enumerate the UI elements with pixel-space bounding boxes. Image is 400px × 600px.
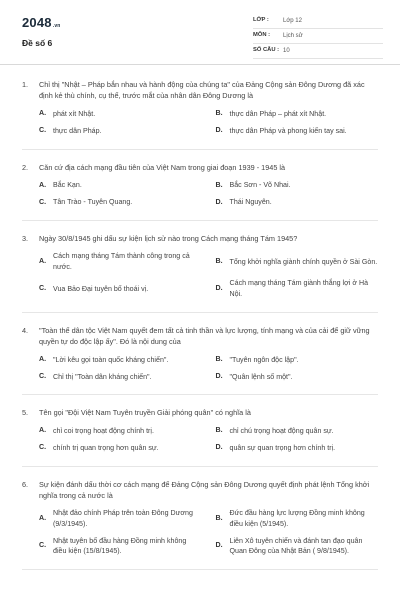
meta-count-label: SỐ CÂU :	[253, 47, 280, 54]
answer-option[interactable]	[39, 251, 202, 272]
answer-letter: A.	[39, 426, 47, 435]
question-body: Tên gọi "Đội Việt Nam Tuyên truyền Giải phóng quân" có nghĩa là	[39, 408, 251, 418]
question-item	[22, 407, 378, 466]
answer-letter: C.	[39, 372, 47, 381]
answer-option[interactable]	[216, 109, 379, 120]
answer-option[interactable]	[216, 126, 379, 137]
question-text	[22, 162, 378, 173]
answer-options	[22, 251, 378, 300]
question-list	[0, 65, 400, 570]
question-body: Chỉ thị "Nhật – Pháp bắn nhau và hành động của chúng ta" của Đảng Cộng sản Đông Dương đã xác định kẻ thù chính, cụ thể, trước mắt của nhân dân Đông Dương là	[39, 80, 365, 101]
question-divider	[22, 394, 378, 395]
answer-letter: C.	[39, 443, 47, 452]
question-item	[22, 479, 378, 570]
answer-option[interactable]	[39, 354, 202, 365]
answer-letter: C.	[39, 541, 47, 550]
question-text	[22, 79, 378, 102]
answer-letter: B.	[215, 257, 223, 266]
answer-letter: A.	[39, 180, 47, 189]
answer-letter: D.	[215, 443, 223, 452]
question-text	[22, 233, 378, 244]
answer-option[interactable]	[39, 126, 202, 137]
answer-option[interactable]	[216, 251, 379, 272]
answer-text: Nhật đảo chính Pháp trên toàn Đông Dương (9/3/1945).	[53, 509, 193, 528]
logo-main: 2048	[22, 15, 52, 30]
answer-text: thực dân Pháp – phát xít Nhật.	[229, 109, 327, 118]
question-body: "Toàn thể dân tộc Việt Nam quyết đem tất cả tinh thần và lực lượng, tính mạng và của cải để giữ vững quyền tự do độc lập ấy". Đó là nội dung của	[39, 325, 370, 347]
question-number: 2.	[22, 162, 29, 172]
exam-header	[0, 0, 400, 64]
answer-option[interactable]	[39, 278, 202, 299]
logo-suffix: .vn	[52, 23, 61, 29]
answer-text: Thái Nguyên.	[229, 198, 272, 207]
answer-text: thực dân Pháp.	[53, 126, 102, 135]
question-number: 3.	[22, 233, 29, 243]
answer-options	[22, 508, 378, 557]
answer-option[interactable]	[216, 536, 379, 557]
answer-options	[22, 180, 378, 208]
answer-option[interactable]	[216, 508, 379, 529]
answer-letter: D.	[215, 372, 223, 381]
question-body: Ngày 30/8/1945 ghi dấu sự kiện lịch sử nào trong Cách mạng tháng Tám 1945?	[39, 233, 298, 243]
answer-letter: D.	[215, 284, 223, 293]
question-divider	[22, 466, 378, 467]
answer-text: phát xít Nhật.	[53, 109, 96, 118]
answer-option[interactable]	[39, 443, 202, 454]
answer-letter: D.	[215, 197, 223, 206]
answer-option[interactable]	[39, 371, 202, 382]
meta-subject	[253, 29, 383, 44]
answer-option[interactable]	[216, 426, 379, 437]
answer-option[interactable]	[216, 278, 379, 299]
question-number: 6.	[22, 479, 29, 489]
answer-option[interactable]	[216, 371, 379, 382]
answer-text: Đức đầu hàng lực lượng Đồng minh không điều kiện (5/1945).	[229, 509, 365, 528]
meta-class-value: Lớp 12	[283, 17, 302, 24]
answer-letter: D.	[215, 541, 223, 550]
answer-letter: B.	[215, 180, 223, 189]
answer-option[interactable]	[39, 508, 202, 529]
exam-meta	[253, 14, 383, 59]
question-item	[22, 79, 378, 150]
answer-option[interactable]	[216, 197, 379, 208]
meta-count	[253, 44, 383, 59]
answer-letter: A.	[39, 257, 47, 266]
answer-text: Tân Trào - Tuyên Quang.	[53, 198, 133, 207]
question-divider	[22, 569, 378, 570]
answer-letter: B.	[215, 109, 223, 118]
question-number: 1.	[22, 80, 29, 89]
meta-count-value: 10	[283, 47, 290, 54]
answer-text: Cách mạng tháng Tám giành thắng lợi ở Hà Nội.	[229, 279, 369, 299]
answer-letter: B.	[215, 514, 223, 523]
question-text	[22, 407, 378, 418]
question-item	[22, 233, 378, 313]
meta-subject-label: MÔN :	[253, 32, 271, 39]
answer-option[interactable]	[39, 197, 202, 208]
answer-text: thực dân Pháp và phong kiến tay sai.	[229, 126, 347, 135]
answer-text: quân sự quan trọng hơn chính trị.	[229, 443, 336, 452]
answer-option[interactable]	[39, 109, 202, 120]
answer-text: Cách mạng tháng Tám thành công trong cả nước.	[53, 252, 190, 271]
question-body: Căn cứ địa cách mạng đầu tiên của Việt Nam trong giai đoạn 1939 - 1945 là	[39, 162, 286, 172]
question-divider	[22, 312, 378, 313]
question-item	[22, 162, 378, 221]
question-item	[22, 325, 378, 396]
answer-letter: C.	[39, 197, 47, 206]
meta-subject-value: Lịch sử	[283, 32, 303, 39]
question-text	[22, 325, 378, 348]
answer-text: Nhật tuyên bố đầu hàng Đồng minh không điều kiện (15/8/1945).	[53, 536, 187, 556]
answer-text: chỉ chú trọng hoạt động quân sự.	[229, 426, 334, 435]
question-divider	[22, 220, 378, 221]
answer-text: Chỉ thị "Toàn dân kháng chiến".	[53, 372, 152, 381]
answer-text: Bắc Sơn - Võ Nhai.	[229, 181, 291, 190]
answer-option[interactable]	[216, 443, 379, 454]
answer-options	[22, 426, 378, 454]
answer-letter: A.	[39, 109, 47, 118]
answer-option[interactable]	[216, 180, 379, 191]
answer-letter: C.	[39, 284, 47, 293]
answer-letter: A.	[39, 355, 47, 364]
answer-text: Liên Xô tuyên chiến và đánh tan đạo quân Quan Đông của Nhật Bản ( 9/8/1945).	[229, 536, 363, 556]
answer-text: Tổng khởi nghĩa giành chính quyền ở Sài Gòn.	[229, 257, 378, 266]
answer-text: Vua Bảo Đại tuyên bố thoái vị.	[53, 284, 149, 293]
answer-text: Bắc Kạn.	[53, 181, 82, 190]
meta-class-label: LỚP :	[253, 17, 269, 24]
answer-text: "Lời kêu gọi toàn quốc kháng chiến".	[53, 355, 169, 364]
answer-option[interactable]	[39, 426, 202, 437]
exam-title: Đề số 6	[22, 37, 53, 48]
question-number: 5.	[22, 408, 29, 418]
question-number: 4.	[22, 325, 29, 335]
answer-letter: B.	[215, 355, 223, 364]
answer-text: "Tuyên ngôn độc lập".	[229, 355, 299, 364]
meta-class	[253, 14, 383, 29]
answer-letter: C.	[39, 126, 47, 135]
answer-option[interactable]	[216, 354, 379, 365]
question-body: Sự kiện đánh dấu thời cơ cách mạng để Đảng Cộng sản Đông Dương quyết định phát lệnh Tổng khởi nghĩa trong cả nước là	[39, 479, 370, 500]
answer-letter: D.	[215, 126, 223, 135]
answer-text: chỉ coi trọng hoạt động chính trị.	[53, 426, 154, 435]
answer-options	[22, 354, 378, 382]
answer-letter: A.	[39, 514, 47, 523]
answer-option[interactable]	[39, 536, 202, 557]
answer-text: "Quân lệnh số một".	[229, 372, 293, 381]
answer-text: chính trị quan trọng hơn quân sự.	[53, 443, 159, 452]
question-divider	[22, 149, 378, 150]
question-text	[22, 479, 378, 502]
answer-option[interactable]	[39, 180, 202, 191]
answer-options	[22, 109, 378, 137]
answer-letter: B.	[215, 426, 223, 435]
